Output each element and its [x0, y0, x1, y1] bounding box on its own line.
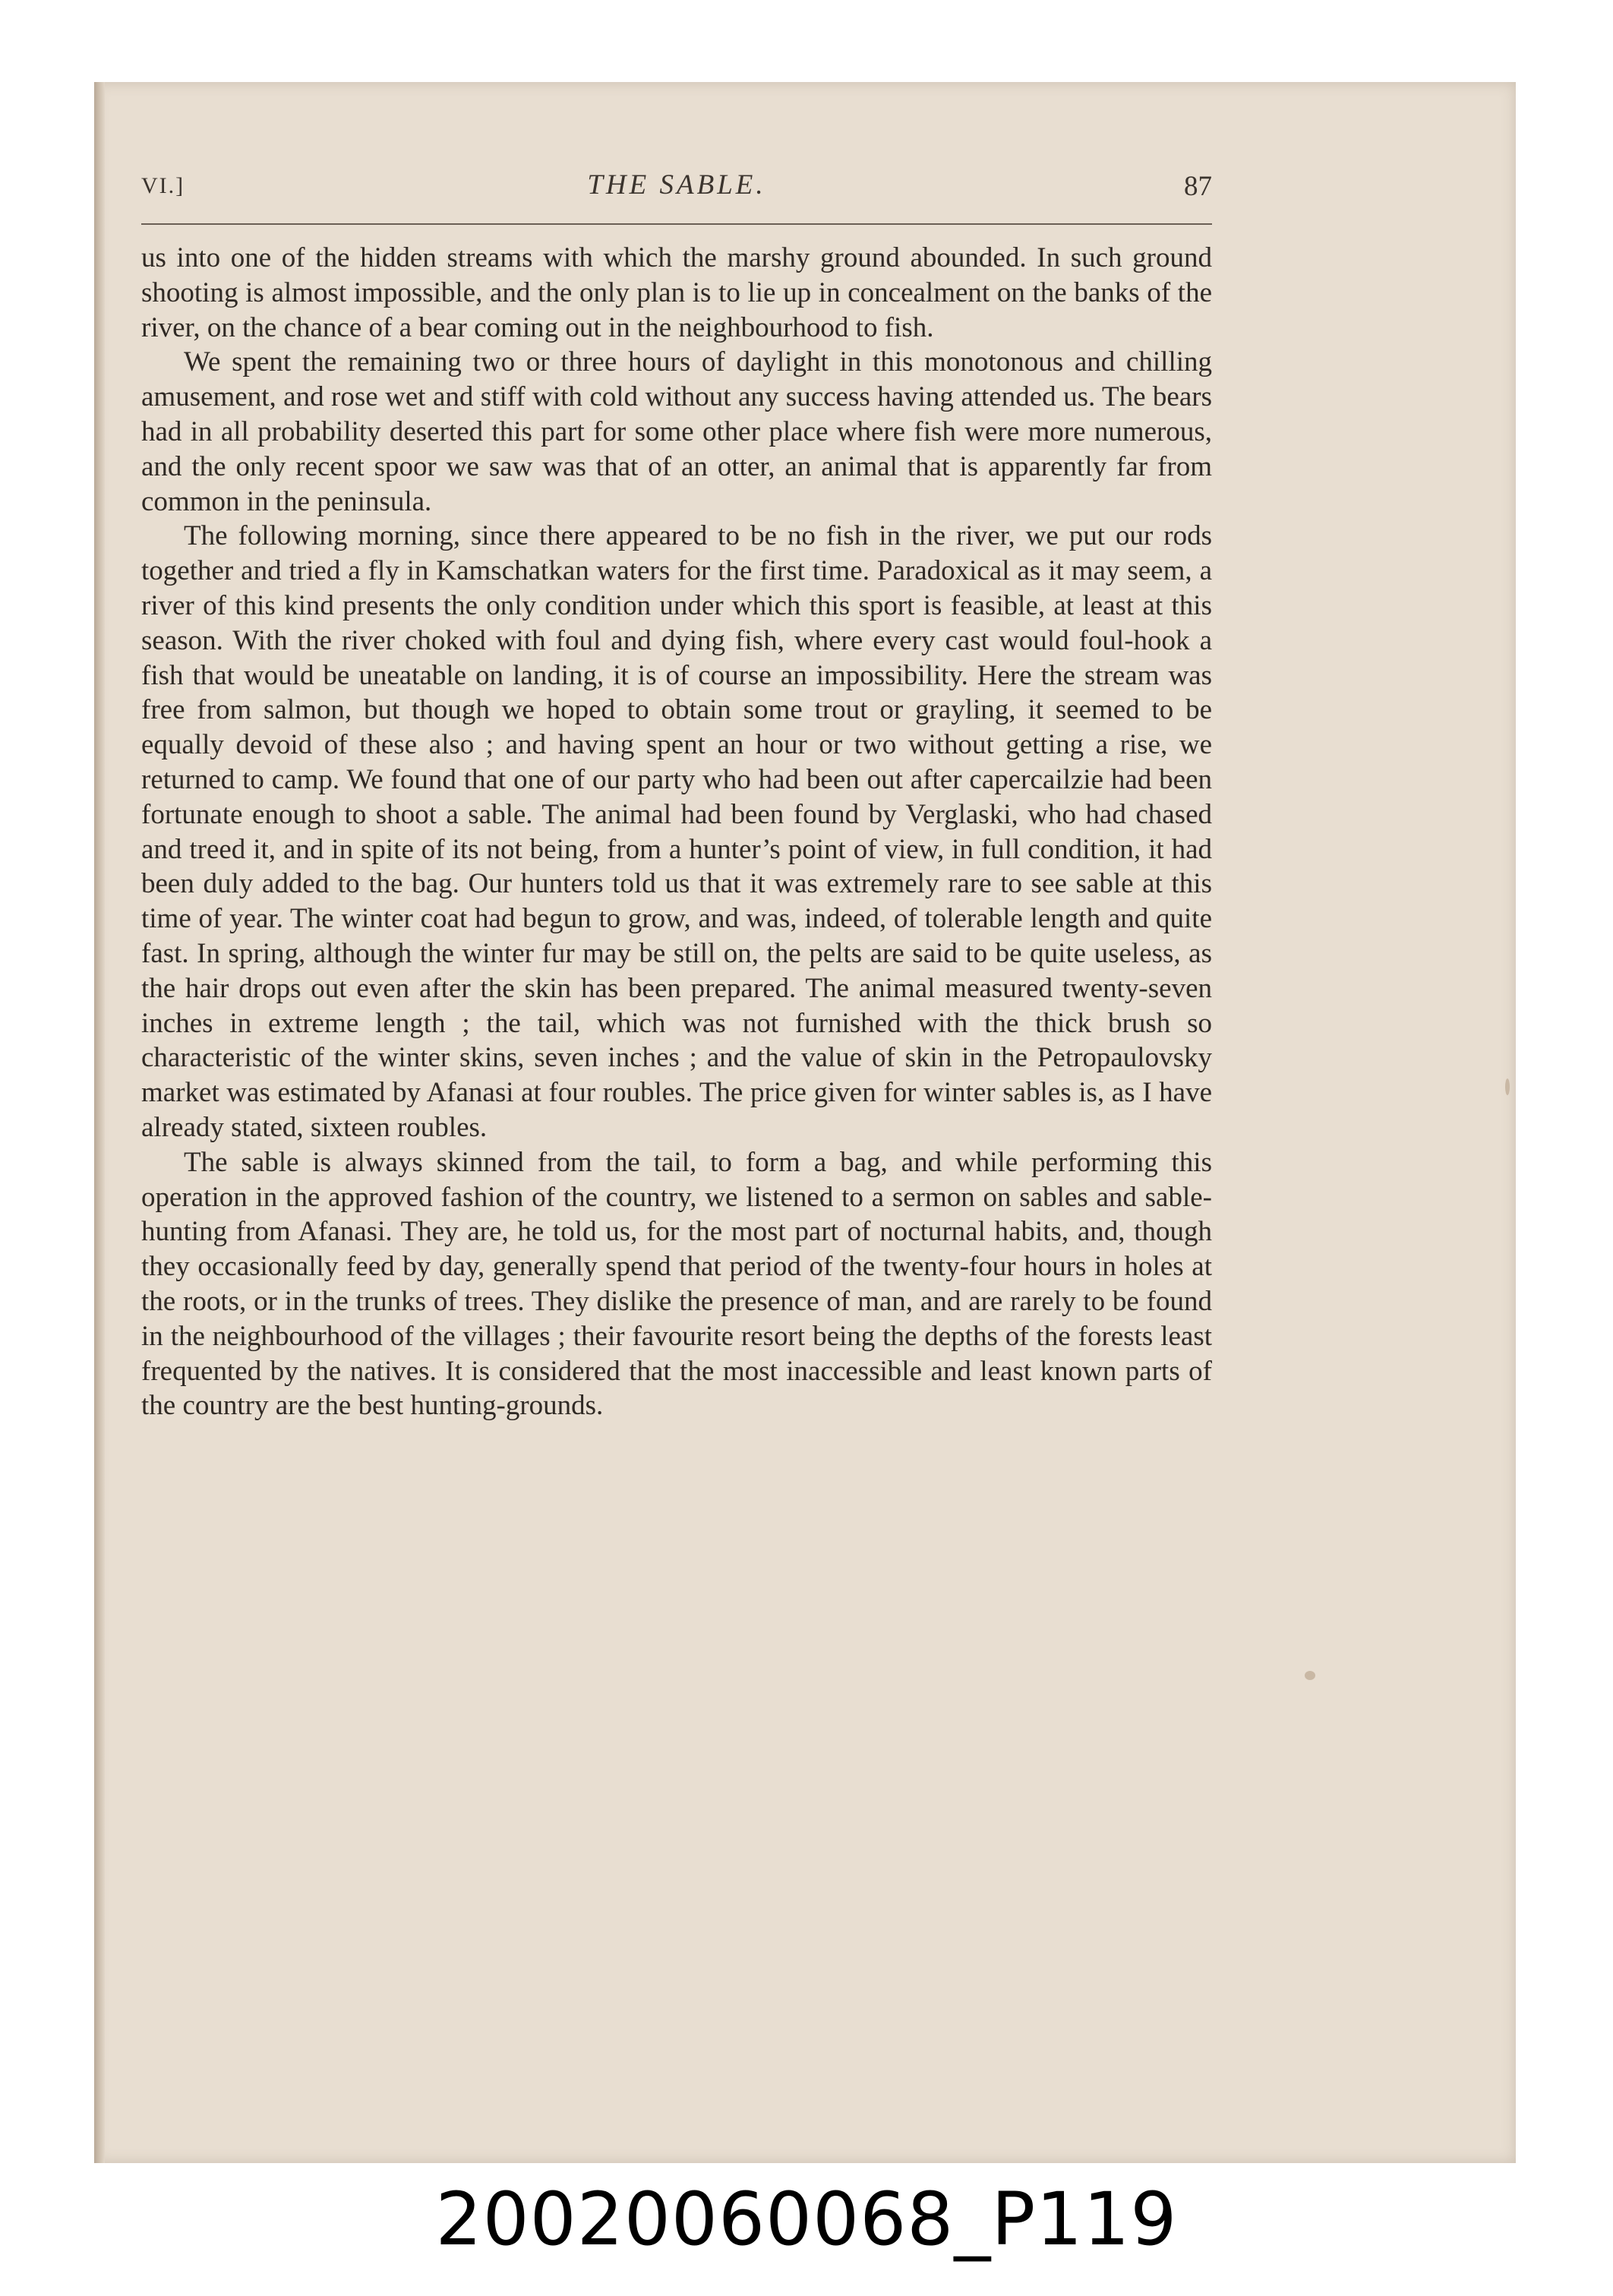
paper-speck: [1305, 1671, 1315, 1680]
body-text: [141, 241, 1212, 1423]
chapter-label: VI.]: [141, 173, 185, 198]
paper-speck: [1505, 1079, 1510, 1095]
page-header: [141, 169, 1212, 211]
running-title: THE SABLE.: [587, 169, 766, 201]
paragraph-4: The sable is always skinned from the tail, to form a bag, and while performing this operation in the approved fashion of the country, we listened to a sermon on sables and sable-hunting from Afanasi. They are, he told us, for the most part of nocturnal habits, and, though they occasionally feed by day, generally spend that period of the twenty-four hours in holes at the roots, or in the trunks of trees. They dislike the presence of man, and are rarely to be found in the neighbourhood of the villages ; their favourite resort being the depths of the forests least frequented by the natives. It is considered that the most inaccessible and least known parts of the country are the best hunting-grounds.: [141, 1146, 1212, 1422]
paragraph-1: us into one of the hidden streams with which the marshy ground abounded. In such ground shooting is almost impossible, and the only plan is to lie up in concealment on the banks of the river, on the chance of a bear coming out in the neighbourhood to fish.: [141, 242, 1212, 343]
paragraph-3: The following morning, since there appeared to be no fish in the river, we put our rods together and tried a fly in Kamschatkan waters for the first time. Paradoxical as it may seem, a river of this kind presents the only condition under which this sport is feasible, at least at this season. With the river choked with foul and dying fish, where every cast would foul-hook a fish that would be uneatable on landing, it is of course an impossibility. Here the stream was free from salmon, but though we hoped to obtain some trout or grayling, it seemed to be equally devoid of these also ; and having spent an hour or two without getting a rise, we returned to camp. We found that one of our party who had been out after capercailzie had been fortunate enough to shoot a sable. The animal had been found by Verglaski, who had chased and treed it, and in spite of its not being, from a hunter’s point of view, in full condition, it had been duly added to the bag. Our hunters told us that it was extremely rare to see sable at this time of year. The winter coat had begun to grow, and was, indeed, of tolerable length and quite fast. In spring, although the winter fur may be still on, the pelts are said to be quite useless, as the hair drops out even after the skin has been prepared. The animal measured twenty-seven inches in extreme length ; the tail, which was not furnished with the thick brush so characteristic of the winter skins, seven inches ; and the value of skin in the Petropaulovsky market was estimated by Afanasi at four roubles. The price given for winter sables is, as I have already stated, sixteen roubles.: [141, 520, 1212, 1143]
header-rule: [141, 223, 1212, 225]
paragraph-2: We spent the remaining two or three hours of daylight in this monotonous and chilling amusement, and rose wet and stiff with cold without any success having attended us. The bears had in all probability deserted this part for some other place where fish were more numerous, and the only recent spoor we saw was that of an otter, an animal that is apparently far from common in the peninsula.: [141, 346, 1212, 517]
page-number: 87: [1184, 171, 1212, 202]
catalog-id: 20020060068_P119: [435, 2177, 1178, 2262]
